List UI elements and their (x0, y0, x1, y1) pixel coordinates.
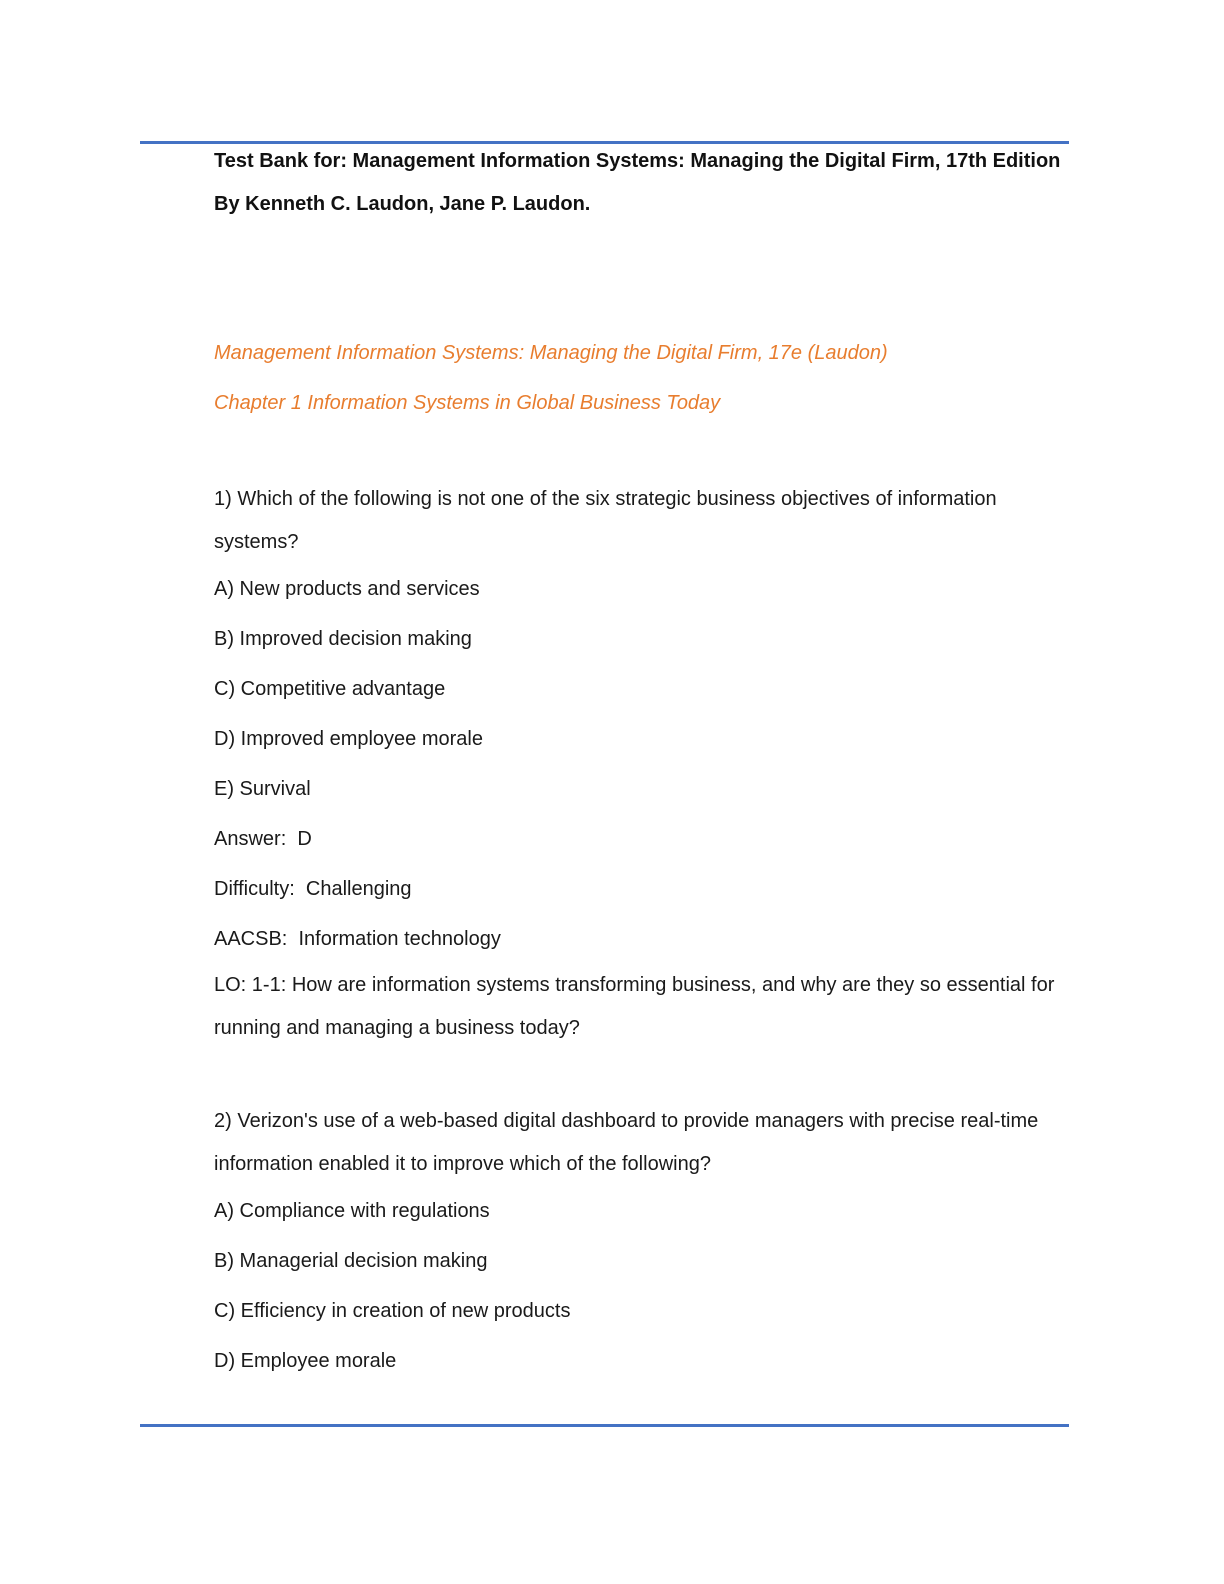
option-e: E) Survival (214, 778, 311, 800)
option-b: B) Managerial decision making (214, 1250, 488, 1272)
question-text: 2) Verizon's use of a web-based digital dashboard to provide managers with precise real-time information enabled it to improve which of the following? (214, 1110, 1039, 1175)
option-a: A) New products and services (214, 578, 480, 600)
question-2 (214, 1100, 1074, 1386)
question-text: 1) Which of the following is not one of the six strategic business objectives of information systems? (214, 488, 997, 553)
option-a: A) Compliance with regulations (214, 1200, 490, 1222)
option-d: D) Employee morale (214, 1350, 397, 1372)
option-c: C) Competitive advantage (214, 678, 446, 700)
page-content (214, 140, 1074, 1386)
question-1 (214, 478, 1074, 1050)
answer: Answer: D (214, 828, 312, 850)
bottom-rule (140, 1424, 1069, 1427)
option-c: C) Efficiency in creation of new products (214, 1300, 571, 1322)
option-b: B) Improved decision making (214, 628, 472, 650)
chapter-heading: Chapter 1 Information Systems in Global Business Today (214, 392, 721, 414)
learning-objective: LO: 1-1: How are information systems transforming business, and why are they so essential for running and managing a business today? (214, 974, 1055, 1039)
option-d: D) Improved employee morale (214, 728, 483, 750)
book-subtitle: Management Information Systems: Managing the Digital Firm, 17e (Laudon) (214, 342, 888, 364)
aacsb: AACSB: Information technology (214, 928, 501, 950)
page-title: Test Bank for: Management Information Systems: Managing the Digital Firm, 17th Edition By Kenneth C. Laudon, Jane P. Laudon. (214, 150, 1061, 215)
difficulty: Difficulty: Challenging (214, 878, 412, 900)
